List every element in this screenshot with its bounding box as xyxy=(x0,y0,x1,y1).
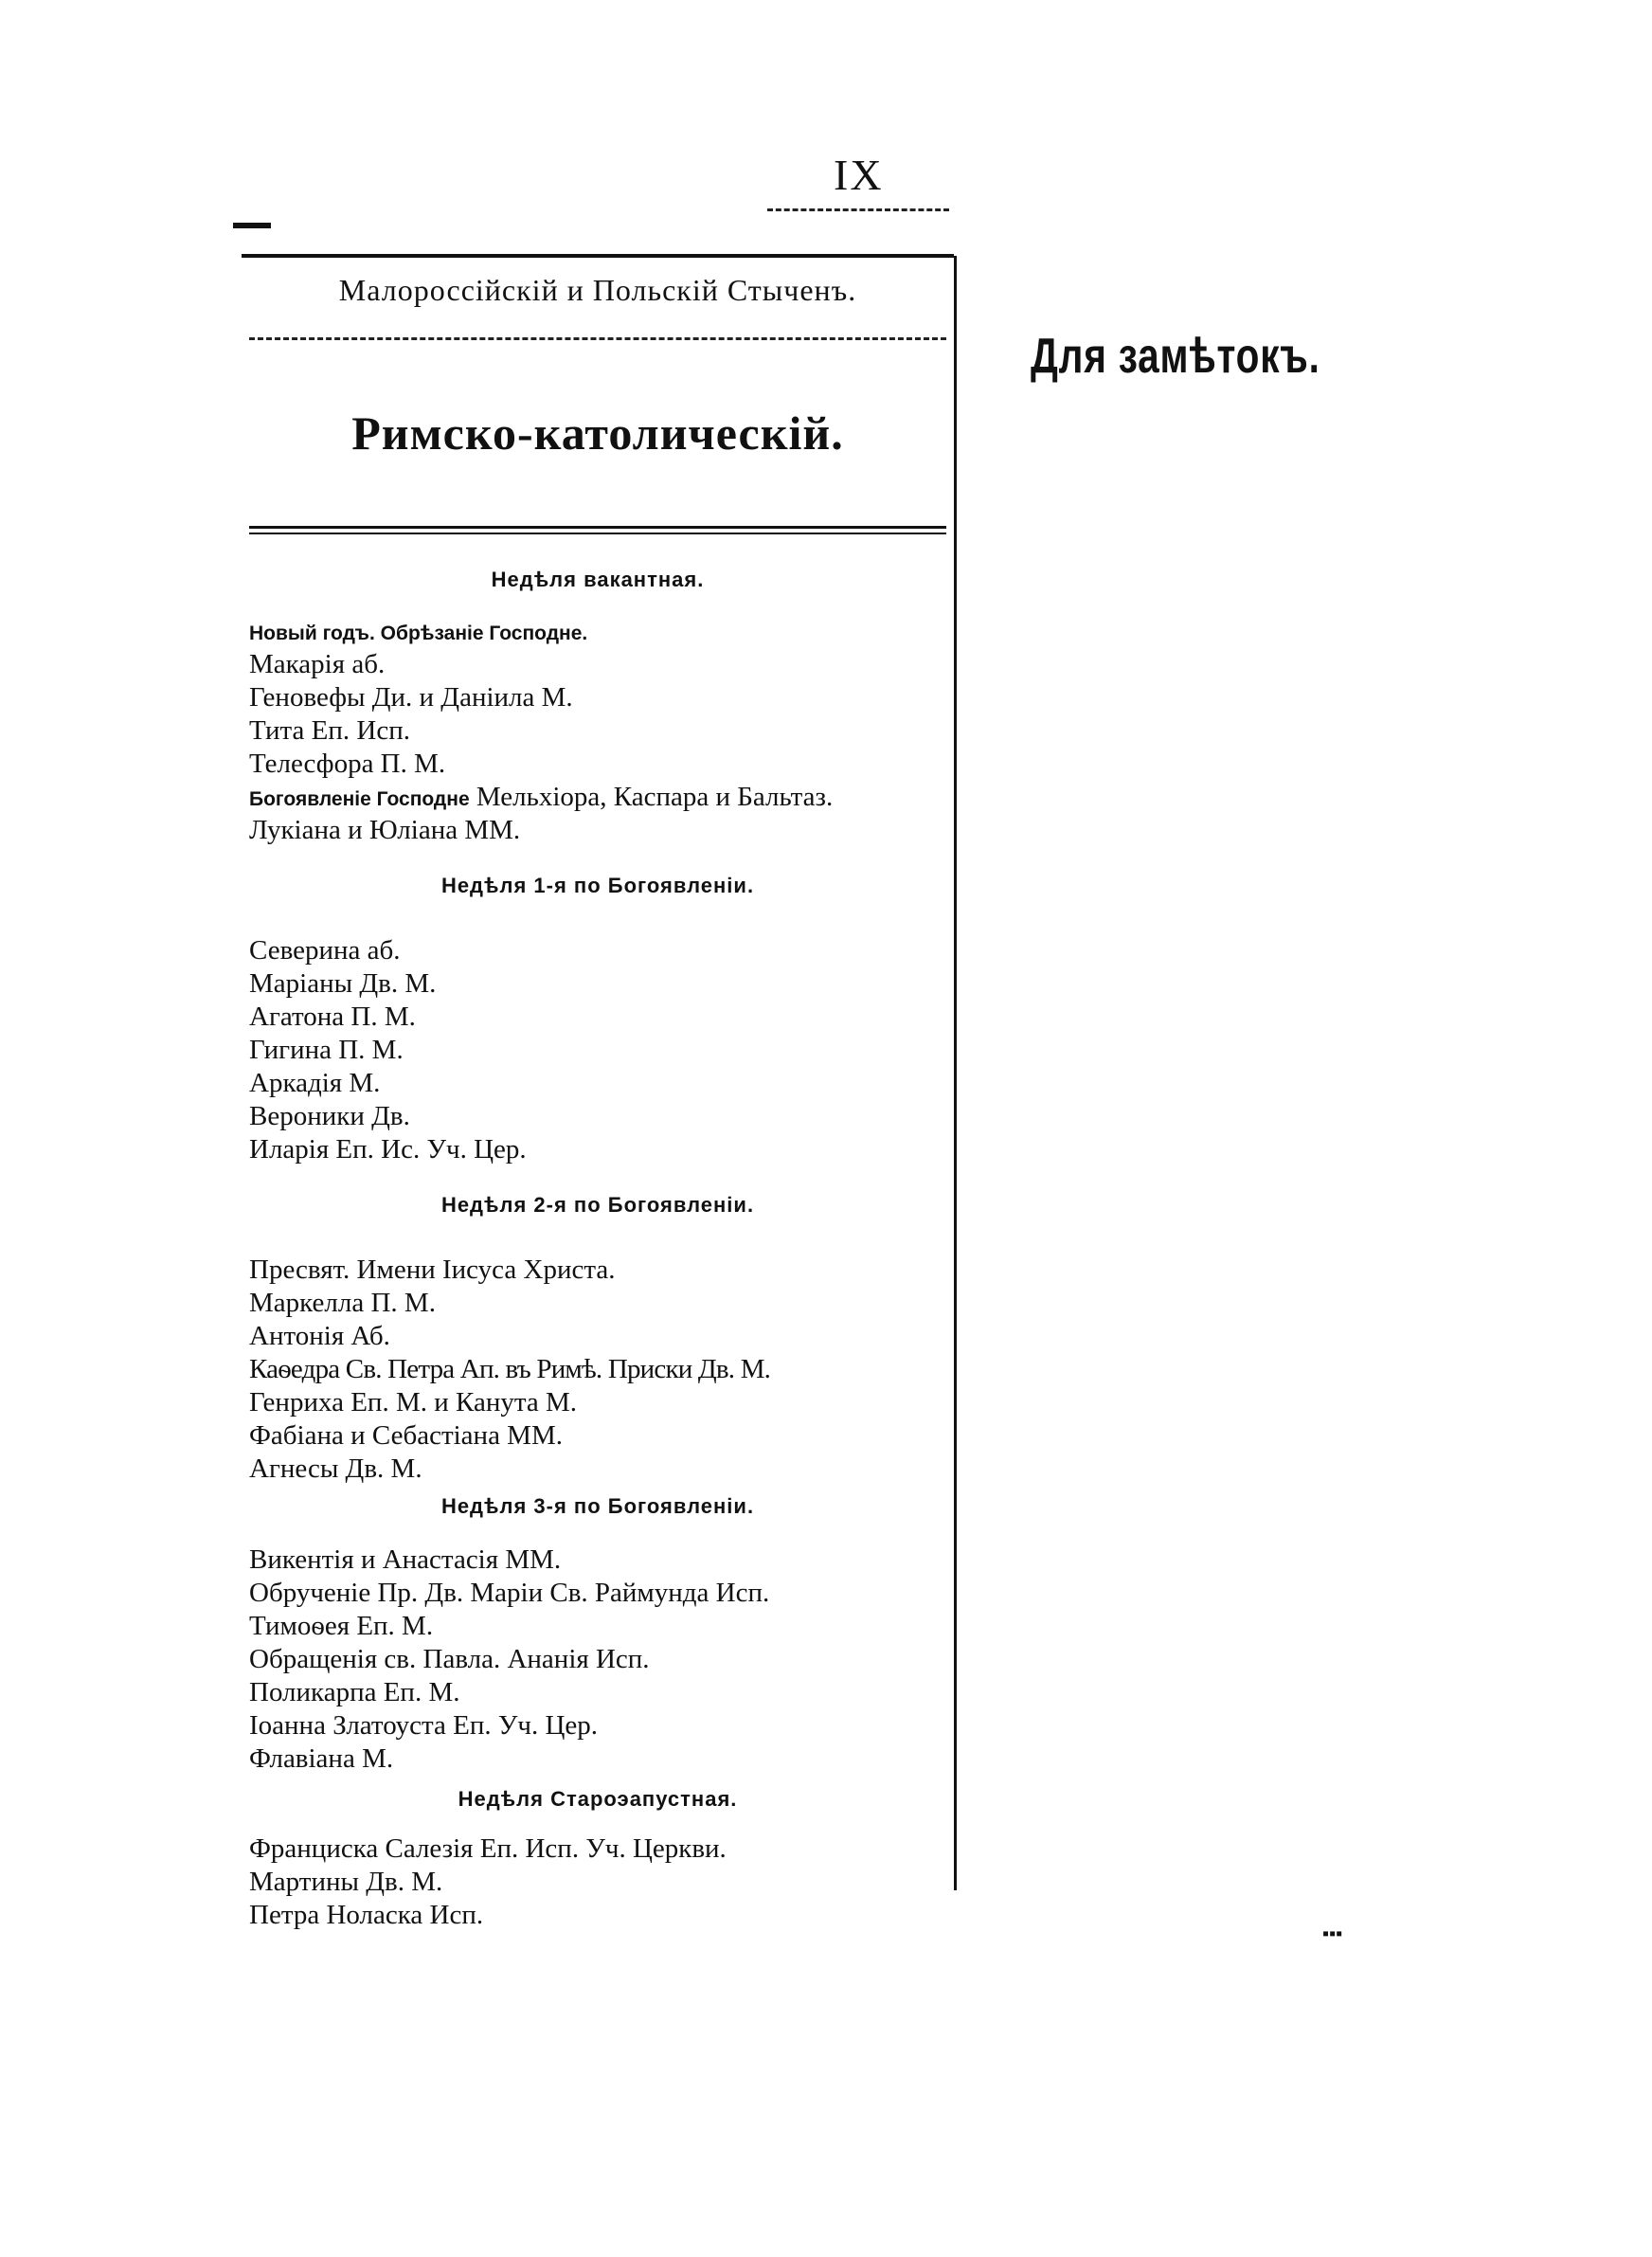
feast-text: Франциска Салезія Еп. Исп. Уч. Церкви. xyxy=(249,1833,727,1864)
feast-text: Маркелла П. М. xyxy=(249,1288,436,1318)
page-number-rule xyxy=(767,208,949,211)
feast-entry xyxy=(242,616,954,649)
feast-entry xyxy=(242,782,954,815)
week-section xyxy=(242,1779,954,1933)
week-title: Недѣля 1-я по Богоявленіи. xyxy=(440,874,755,897)
calendar-name-rule xyxy=(249,337,946,340)
week-section xyxy=(242,559,954,848)
feast-entry xyxy=(242,649,954,682)
feast-lead: Новый годъ. Обрѣзаніе Господне. xyxy=(249,623,588,644)
feast-entry xyxy=(242,815,954,848)
feast-text: Обрученіе Пр. Дв. Маріи Св. Раймунда Исп. xyxy=(249,1578,770,1608)
feast-text: Иларія Еп. Ис. Уч. Цер. xyxy=(249,1134,527,1165)
feast-entry xyxy=(242,1833,954,1867)
feast-entry xyxy=(242,1101,954,1134)
page-number: IX xyxy=(834,151,884,199)
feast-entry xyxy=(242,1420,954,1454)
week-section xyxy=(242,1184,954,1487)
feast-list xyxy=(242,935,954,1167)
feast-entry xyxy=(242,1867,954,1900)
feast-entry xyxy=(242,1677,954,1710)
week-title: Недѣля Староэапустная. xyxy=(458,1787,738,1811)
feast-entry xyxy=(242,1644,954,1677)
feast-text: Мельхіора, Каспара и Бальтаз. xyxy=(476,782,834,812)
feast-entry xyxy=(242,1134,954,1167)
feast-text: Агнесы Дв. М. xyxy=(249,1454,422,1484)
feast-text: Северина аб. xyxy=(249,935,401,966)
feast-entry xyxy=(242,749,954,782)
feast-text: Антонія Аб. xyxy=(249,1321,390,1351)
feast-text: Гигина П. М. xyxy=(249,1035,404,1065)
feast-list xyxy=(242,1833,954,1933)
feast-text: Флавіана М. xyxy=(249,1743,394,1774)
feast-entry xyxy=(242,715,954,749)
feast-text: Тимоѳея Еп. М. xyxy=(249,1611,434,1641)
feast-entry xyxy=(242,1321,954,1354)
rite-rule-lower xyxy=(249,533,946,534)
feast-text: Телесфора П. М. xyxy=(249,749,446,779)
feast-text: Викентія и Анастасія ММ. xyxy=(249,1544,562,1575)
feast-text: Каѳедра Св. Петра Ап. въ Римѣ. Приски Дв. М. xyxy=(249,1354,771,1384)
feast-text: Геновефы Ди. и Даніила М. xyxy=(249,682,573,713)
week-title: Недѣля 2-я по Богоявленіи. xyxy=(440,1193,755,1217)
feast-entry xyxy=(242,1900,954,1933)
feast-text: Вероники Дв. xyxy=(249,1101,410,1131)
feast-list xyxy=(242,1255,954,1487)
feast-entry xyxy=(242,1354,954,1387)
feast-entry xyxy=(242,935,954,968)
feast-entry xyxy=(242,1743,954,1777)
week-title: Недѣля 3-я по Богоявленіи. xyxy=(440,1494,755,1518)
feast-entry xyxy=(242,968,954,1002)
feast-text: Агатона П. М. xyxy=(249,1002,416,1032)
feast-entry xyxy=(242,1035,954,1068)
feast-entry xyxy=(242,1387,954,1420)
feast-entry xyxy=(242,1611,954,1644)
corner-mark-right: ▪▪▪ xyxy=(1322,1923,1343,1944)
column-top-rule xyxy=(242,254,954,258)
feast-entry xyxy=(242,1068,954,1101)
week-section xyxy=(242,865,954,1167)
calendar-column xyxy=(242,254,954,1930)
feast-text: Мартины Дв. М. xyxy=(249,1867,443,1897)
feast-entry xyxy=(242,1288,954,1321)
feast-text: Поликарпа Еп. М. xyxy=(249,1677,460,1707)
notes-title: Для замѣтокъ. xyxy=(1031,329,1320,384)
feast-entry xyxy=(242,1544,954,1578)
feast-text: Макарія аб. xyxy=(249,649,386,679)
feast-text: Обращенія св. Павла. Ананія Исп. xyxy=(249,1644,650,1674)
feast-text: Пресвят. Имени Іисуса Христа. xyxy=(249,1255,616,1285)
week-section xyxy=(242,1486,954,1777)
feast-entry xyxy=(242,1002,954,1035)
feast-lead: Богоявленіе Господне xyxy=(249,788,470,810)
rite-rule-upper xyxy=(249,526,946,529)
rite-title: Римско-католическій. xyxy=(351,406,844,460)
feast-list xyxy=(242,1544,954,1777)
feast-text: Іоанна Златоуста Еп. Уч. Цер. xyxy=(249,1710,599,1741)
feast-text: Лукіана и Юліана ММ. xyxy=(249,815,521,845)
feast-text: Фабіана и Себастіана ММ. xyxy=(249,1420,564,1451)
feast-text: Петра Ноласка Исп. xyxy=(249,1900,484,1930)
calendar-name: Малороссійскій и Польскій Стыченъ. xyxy=(338,273,857,307)
feast-entry xyxy=(242,1578,954,1611)
week-title: Недѣля вакантная. xyxy=(491,568,705,591)
feast-text: Генриха Еп. М. и Канута М. xyxy=(249,1387,578,1417)
feast-entry xyxy=(242,1710,954,1743)
column-right-rule xyxy=(954,256,957,1890)
feast-list xyxy=(242,616,954,848)
corner-mark-left: ▬▬ xyxy=(233,212,271,233)
feast-entry xyxy=(242,682,954,715)
feast-text: Аркадія М. xyxy=(249,1068,381,1098)
feast-entry xyxy=(242,1454,954,1487)
feast-text: Маріаны Дв. М. xyxy=(249,968,437,999)
feast-text: Тита Еп. Исп. xyxy=(249,715,410,746)
feast-entry xyxy=(242,1255,954,1288)
